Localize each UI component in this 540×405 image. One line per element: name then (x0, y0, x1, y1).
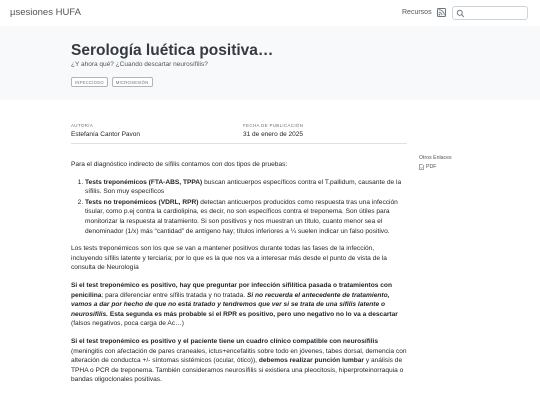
body-text: y análisis de TPHA o PCR de treponema. También consideramos neurosífilis si existiera una pleocitosis, hiperproteinorraquia o bandas oligoclonales positivas. (71, 357, 404, 384)
search-box[interactable] (452, 6, 528, 20)
body-text: (meningitis con afectación de pares craneales, ictus+encefalitis sobre todo en jóvenes, tabes dorsal, demencia con alteración de conductca +/- síntomas sistémicos (ocular, ótico)), (71, 347, 407, 365)
emphasis-text: Si el test treponémico es positivo y el paciente tiene un cuadro clínico compatible con neurosífilis (71, 337, 379, 345)
emphasis-text: Esta segunda es más probable si el RPR es positivo, pero uno negativo no lo va a descartar (108, 310, 398, 318)
search-icon (456, 9, 465, 18)
pdf-link[interactable] (419, 164, 436, 170)
top-navbar (0, 0, 540, 26)
emphasis-text: Si no recuerda el antecedente de tratamiento, vamos a dar por hecho de que no está tratado y tendremos que ver si se trata de una sífilis latente o neurosífilis. (71, 291, 390, 318)
list-item-term: Tests no treponémicos (VDRL, RPR) (85, 198, 199, 206)
author-name: Estefanía Cantor Pavon (71, 131, 141, 138)
article-body (71, 160, 407, 393)
list-item (85, 198, 407, 236)
list-item-text: buscan anticuerpos específicos contra el T.pallidum, causante de la sífilis. Son muy específicos (85, 178, 402, 196)
page-title: Serología luética positiva… (71, 42, 274, 59)
body-text: (falsos negativos, poca carga de Ac…) (71, 320, 184, 328)
rss-icon[interactable] (437, 8, 446, 17)
treponemal-paragraph: Los tests treponémicos son los que se van a mantener positivos durante todas las fases de la infección, incluyendo sífilis latente y terciaria; por lo que es la que nos va a interesar más desde el punto de vista de la consulta de Neurología (71, 245, 387, 272)
pdf-link-label[interactable]: PDF (426, 164, 437, 170)
category-list (71, 77, 153, 87)
meta-divider (71, 143, 407, 144)
publication-date: 31 de enero de 2025 (243, 131, 303, 138)
site-brand[interactable]: µsesiones HUFA (10, 7, 81, 18)
list-item (85, 178, 407, 197)
search-input[interactable] (467, 8, 525, 18)
test-types-list (71, 178, 407, 237)
other-links-title: Otros Enlaces (419, 155, 452, 161)
date-label: FECHA DE PUBLICACIÓN (243, 123, 304, 128)
body-text: ; para diferenciar entre sífilis tratada y no tratada. (101, 291, 247, 299)
author-label: AUTOR/A (71, 123, 94, 128)
penicillin-paragraph (71, 281, 407, 329)
category-tag-microsesion[interactable]: MICROSESIÓN (112, 77, 153, 87)
page-subtitle: ¿Y ahora qué? ¿Cuando descartar neurosífilis? (71, 61, 208, 68)
neurosyphilis-paragraph (71, 337, 407, 385)
category-tag-infeccioso[interactable]: INFECCIOSO (71, 77, 108, 87)
nav-link-resources[interactable]: Recursos (402, 9, 432, 16)
intro-paragraph: Para el diagnóstico indirecto de sífilis contamos con dos tipos de pruebas: (71, 161, 288, 168)
list-item-term: Tests treponémicos (FTA-ABS, TPPA) (85, 178, 203, 186)
file-pdf-icon (419, 164, 424, 170)
emphasis-text: Si el test treponémico es positivo, hay que preguntar por infección sifilítica pasada o tratamientos con penicilina (71, 281, 392, 299)
list-item-text: detectan anticuerpos producidos como respuesta tras una infección tisular, como p.ej contra la cardiolipina, es decir, no son específicos contra el treponema. Son útiles para monitorizar la respuesta al tratamiento. Si son positivos y nos muestran un título, cuanto menor sea el denominador (1/x) más “cantidad” de antígeno hay; títulos inferiores a ¼ suelen indicar un falso positivo. (85, 198, 398, 235)
emphasis-text: debemos realizar punción lumbar (258, 357, 364, 365)
